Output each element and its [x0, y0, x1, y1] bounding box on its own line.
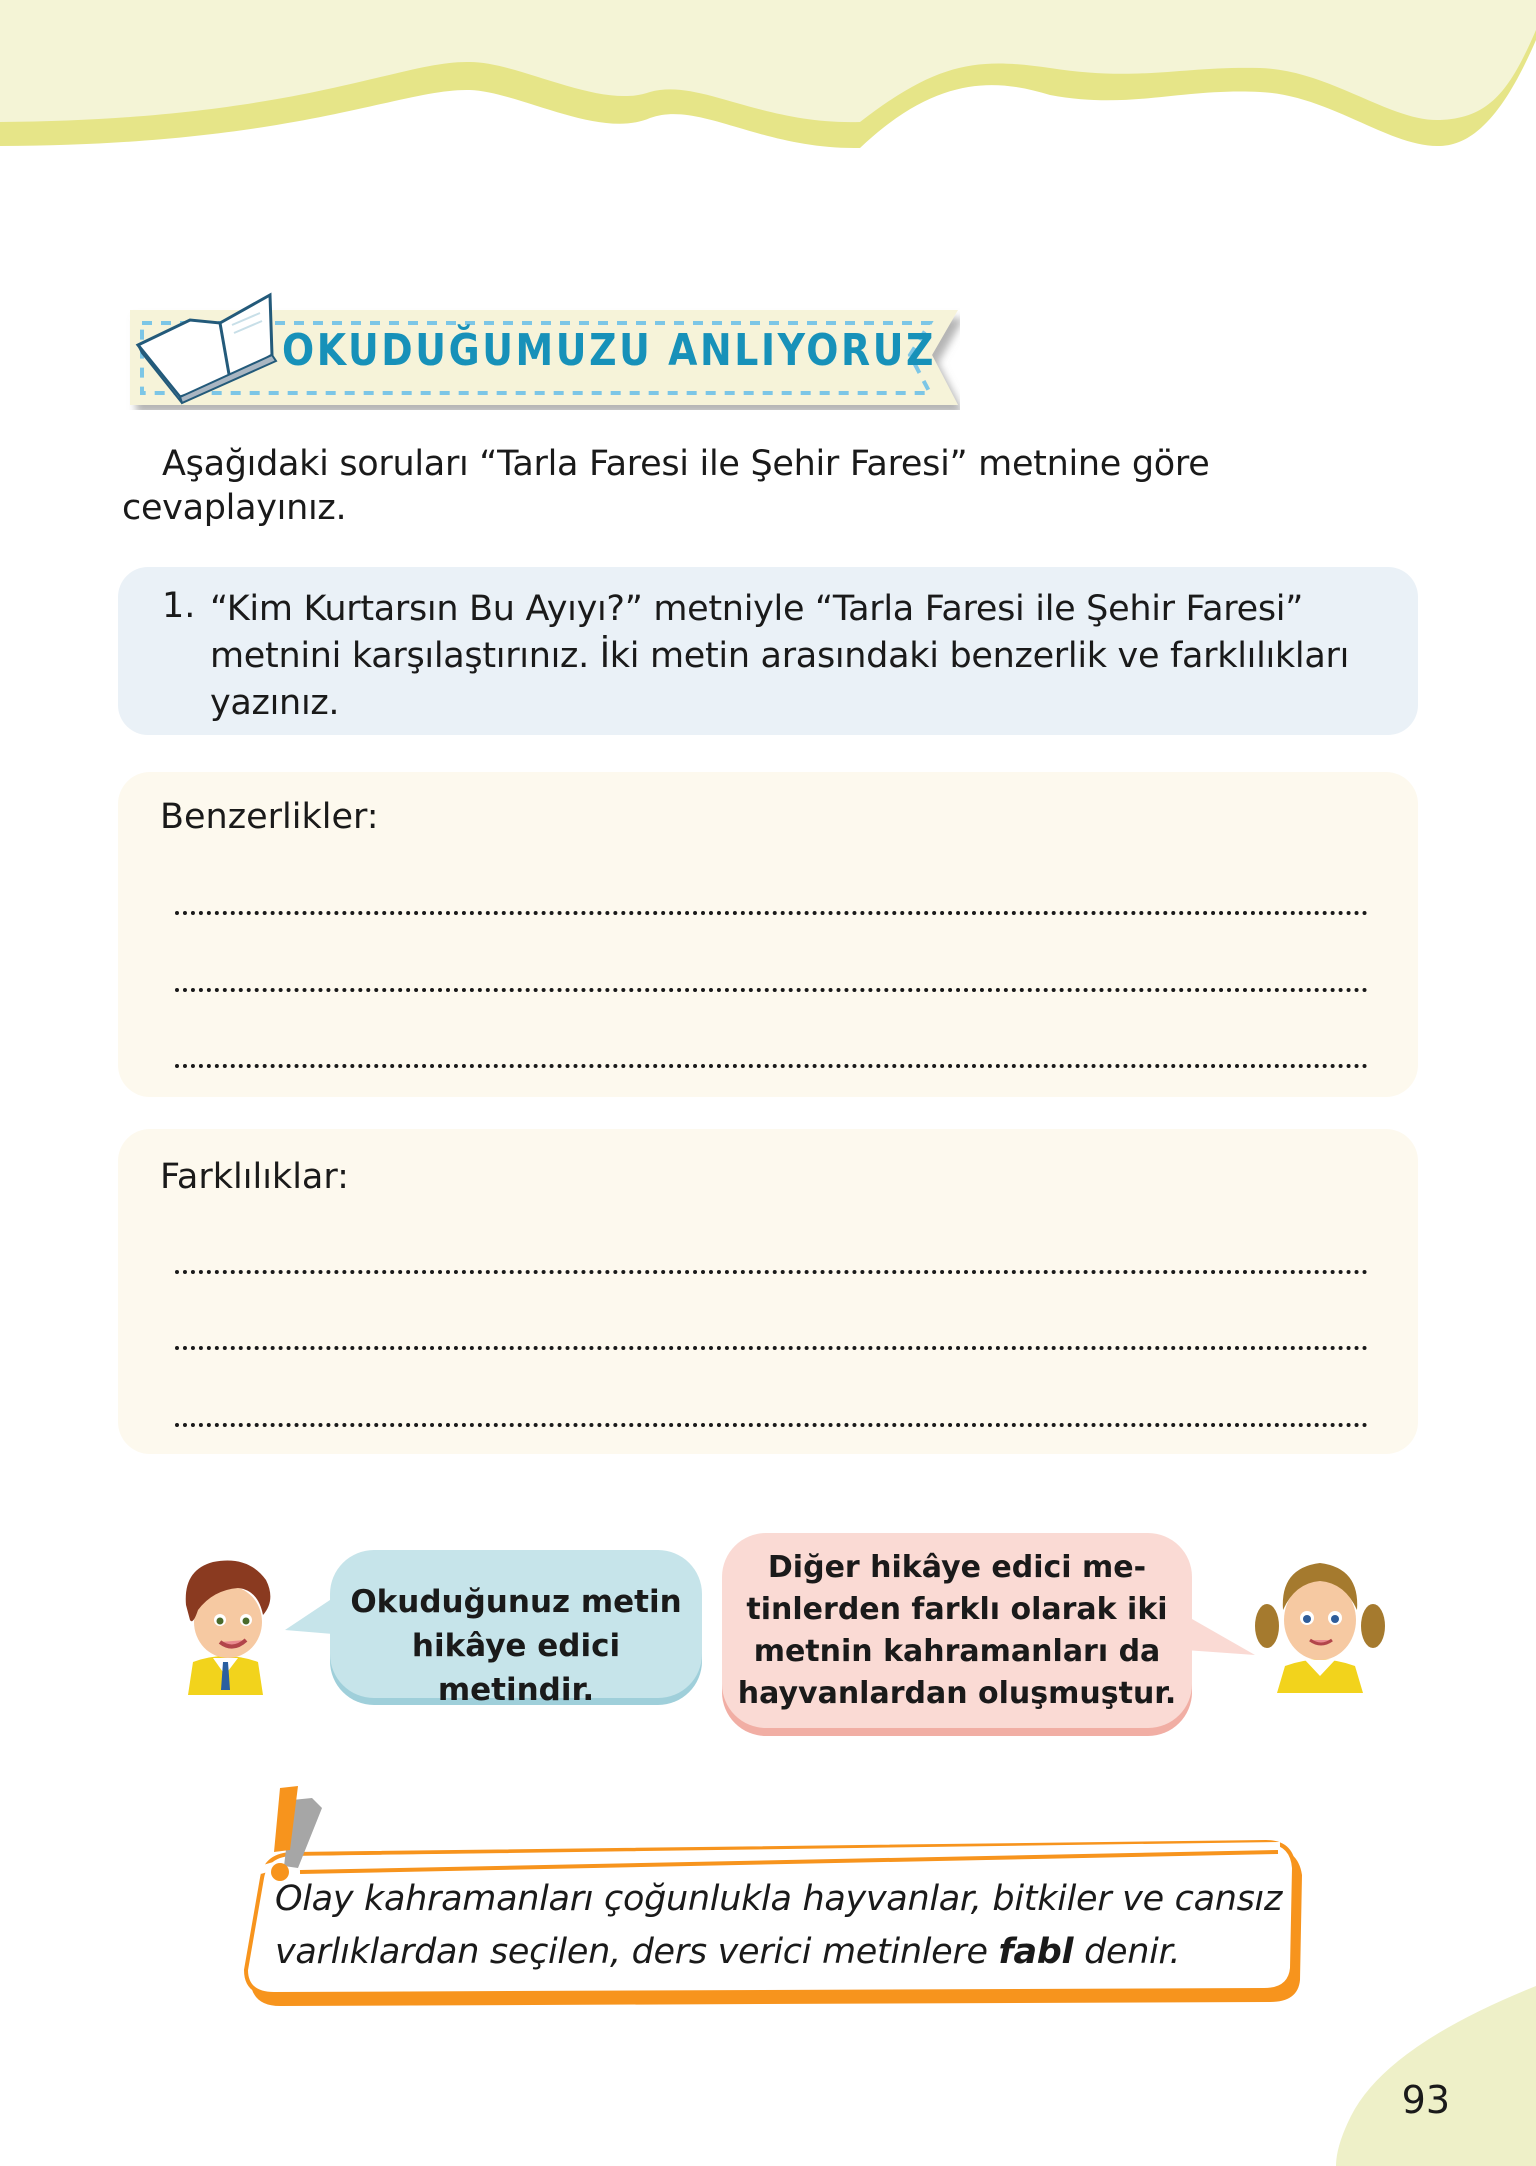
- answer-line[interactable]: [175, 1064, 1368, 1068]
- differences-label: Farklılıklar:: [160, 1157, 349, 1197]
- info-note-text: Olay kahramanları çoğunlukla hayvanlar, bitkiler ve cansız varlıklardan seçilen, ders verici metinlere fabl denir.: [275, 1879, 1283, 1972]
- top-wave-decoration: [0, 0, 1536, 160]
- answer-line[interactable]: [175, 1270, 1368, 1274]
- answer-line[interactable]: [175, 1346, 1368, 1350]
- girl-speech-text: Diğer hikâye edici me- tinlerden farklı olarak iki metnin kahramanları da hayvanlardan oluşmuştur.: [737, 1550, 1177, 1711]
- similarities-label: Benzerlikler:: [160, 797, 379, 837]
- corner-decoration: [1306, 1966, 1536, 2166]
- page-number: 93: [1401, 2078, 1450, 2122]
- boy-avatar: [168, 1550, 283, 1695]
- section-title: OKUDUĞUMUZU ANLIYORUZ: [282, 325, 937, 376]
- question-text: “Kim Kurtarsın Bu Ayıyı?” metniyle “Tarla Faresi ile Şehir Faresi” metnini karşılaştırınız. İki metin arasındaki benzerlik ve farklılıkları yazınız.: [210, 589, 1349, 723]
- answer-line[interactable]: [175, 911, 1368, 915]
- answer-line[interactable]: [175, 988, 1368, 992]
- boy-speech-text: Okuduğunuz metin hikâye edici metindir.: [350, 1584, 682, 1708]
- highlighted-term: fabl: [998, 1932, 1074, 1972]
- question-number: 1.: [162, 586, 196, 626]
- speech-bubble-tail: [1185, 1610, 1255, 1670]
- answer-line[interactable]: [175, 1423, 1368, 1427]
- girl-avatar: [1255, 1548, 1385, 1693]
- intro-instruction: Aşağıdaki soruları “Tarla Faresi ile Şehir Faresi” metnine göre cevaplayınız.: [122, 444, 1210, 528]
